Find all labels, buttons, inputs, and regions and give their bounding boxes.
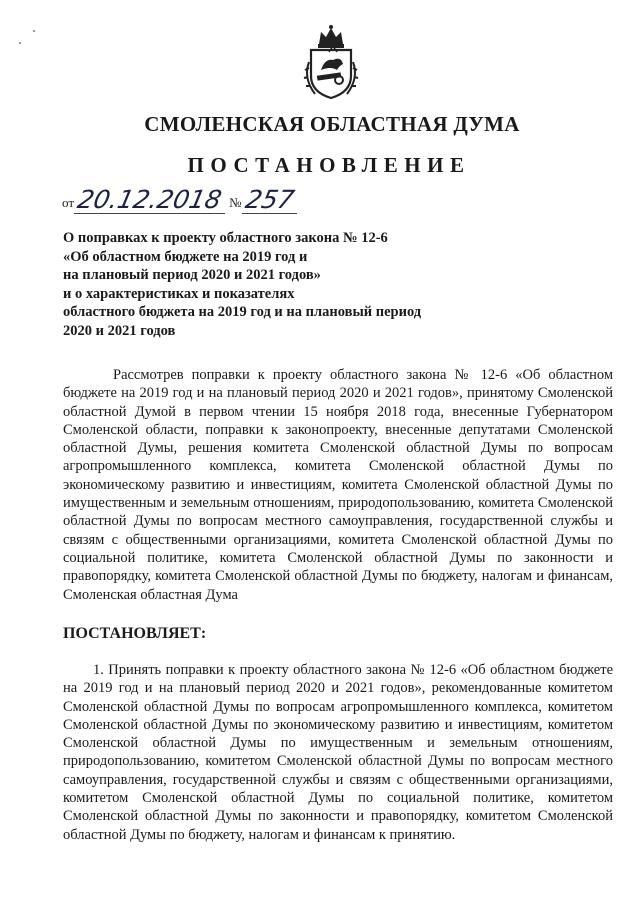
number-prefix: № [229, 195, 242, 210]
date-value: 20.12.2018 [74, 185, 225, 214]
number-field [242, 187, 298, 214]
smolensk-coat-of-arms-icon [299, 22, 363, 102]
date-prefix: от [62, 195, 75, 210]
subject-line: областного бюджета на 2019 год и на плановый период [63, 304, 422, 321]
subject-line: 2020 и 2021 годов [63, 322, 176, 339]
preamble-paragraph: Рассмотрев поправки к проекту областного закона № 12-6 «Об областном бюджете на 2019 год и на плановый период 2020 и 2021 годов», принятому Смоленской областной Думой в первом чтении 15 ноября 2018 года, внесенные Губернатором Смоленской области, поправки к законопроекту, внесенные депутатами Смоленской областной Думы, решения комитета Смоленской областной Думы по вопросам агропромышленного комплекса, комитета Смоленской областной Думы по экономическому развитию и инвестициям, комитета Смоленской областной Думы по имущественным и земельным отношениям, природопользованию, комитета Смоленской областной Думы по вопросам местного самоуправления, государственной службы и связям с общественными организациями, комитета Смоленской областной Думы по социальной политике, комитета Смоленской областной Думы по законности и правопорядку, комитета Смоленской областной Думы по бюджету, налогам и финансам, Смоленская областная Дума [63, 367, 613, 603]
number-value: 257 [242, 185, 297, 214]
document-subject [63, 229, 493, 341]
scan-speck [33, 30, 35, 32]
date-field [74, 187, 225, 214]
decree-heading: ПОСТАНОВЛЯЕТ: [63, 625, 207, 642]
subject-line: О поправках к проекту областного закона № 12-6 [63, 230, 388, 246]
scan-speck [19, 42, 21, 44]
subject-line: и о характеристиках и показателях [63, 285, 295, 302]
document-type: ПОСТАНОВЛЕНИЕ [187, 153, 471, 177]
subject-line: «Об областном бюджете на 2019 год и [63, 248, 308, 265]
decree-item: 1. Принять поправки к проекту областного закона № 12-6 «Об областном бюджете на 2019 год и на плановый период 2020 и 2021 годов», рекомендованные комитетом Смоленской областной Думы по вопросам агропромышленного комплекса, комитетом Смоленской областной Думы по экономическому развитию и инвестициям, комитетом Смоленской областной Думы по имущественным и земельным отношениям, природопользованию, комитетом Смоленской областной Думы по вопросам местного самоуправления, государственной службы и связям с общественными организациями, комитетом Смоленской областной Думы по социальной политике, комитетом Смоленской областной Думы по законности и правопорядку, комитетом Смоленской областной Думы по бюджету, налогам и финансам к принятию. [63, 662, 613, 843]
subject-line: на плановый период 2020 и 2021 годов» [63, 267, 321, 284]
registration-line [62, 180, 297, 214]
organization-name: СМОЛЕНСКАЯ ОБЛАСТНАЯ ДУМА [144, 112, 520, 136]
